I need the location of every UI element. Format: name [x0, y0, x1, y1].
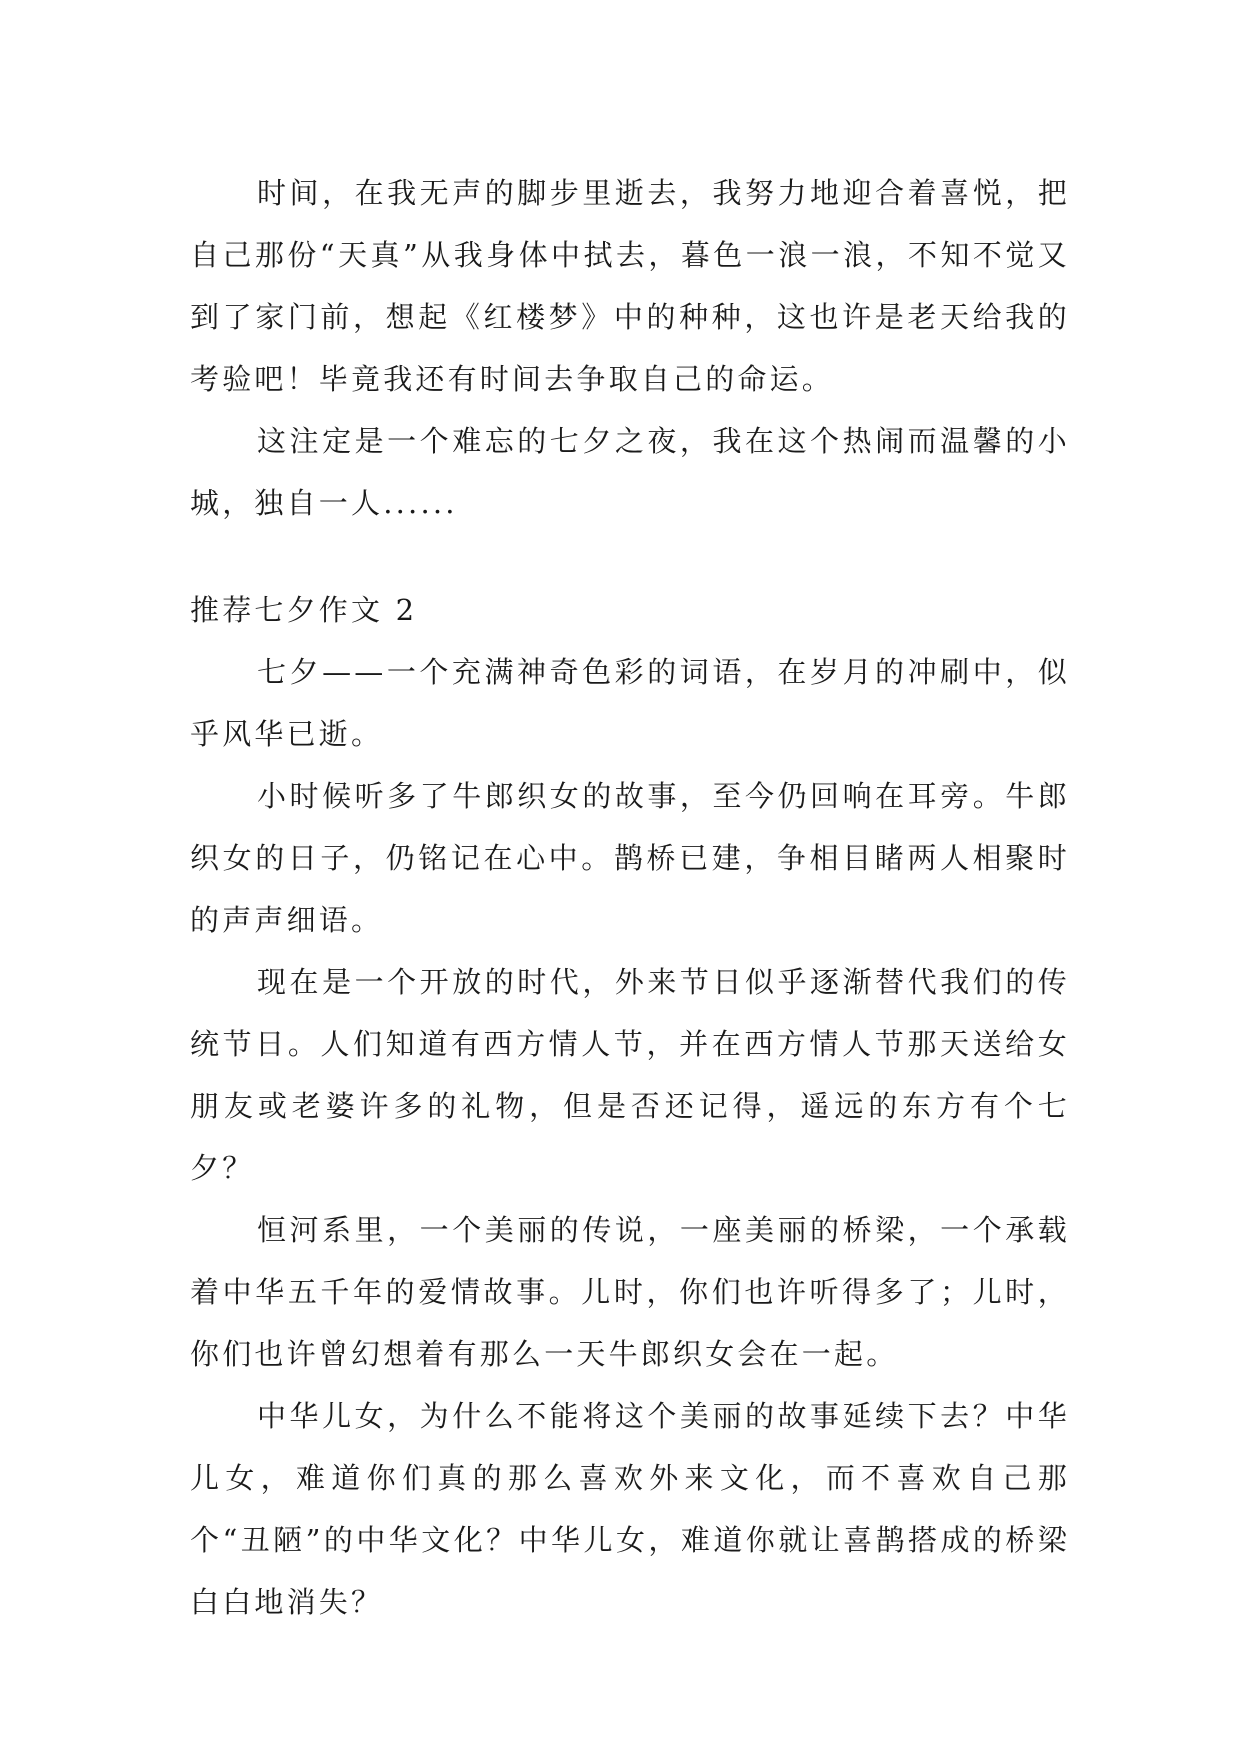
paragraph: 这注定是一个难忘的七夕之夜，我在这个热闹而温馨的小城，独自一人......: [190, 424, 1070, 520]
essay-title: 推荐七夕作文 2: [190, 593, 418, 627]
essay-section-1: [190, 162, 1070, 534]
paragraph: 中华儿女，为什么不能将这个美丽的故事延续下去？中华儿女，难道你们真的那么喜欢外来文化，而不喜欢自己那个“丑陋”的中华文化？中华儿女，难道你就让喜鹊搭成的桥梁白白地消失？: [190, 1399, 1070, 1619]
essay-section-2: [190, 579, 1070, 1633]
paragraph: 恒河系里，一个美丽的传说，一座美丽的桥梁，一个承载着中华五千年的爱情故事。儿时，你们也许听得多了；儿时，你们也许曾幻想着有那么一天牛郎织女会在一起。: [190, 1213, 1070, 1371]
paragraph: 小时候听多了牛郎织女的故事，至今仍回响在耳旁。牛郎织女的日子，仍铭记在心中。鹊桥已建，争相目睹两人相聚时的声声细语。: [190, 779, 1070, 937]
paragraph: 现在是一个开放的时代，外来节日似乎逐渐替代我们的传统节日。人们知道有西方情人节，并在西方情人节那天送给女朋友或老婆许多的礼物，但是否还记得，遥远的东方有个七夕？: [190, 965, 1070, 1185]
document-page: [190, 162, 1070, 1633]
paragraph: 时间，在我无声的脚步里逝去，我努力地迎合着喜悦，把自己那份“天真”从我身体中拭去，暮色一浪一浪，不知不觉又到了家门前，想起《红楼梦》中的种种，这也许是老天给我的考验吧！毕竟我还有时间去争取自己的命运。: [190, 176, 1070, 396]
paragraph: 七夕——一个充满神奇色彩的词语，在岁月的冲刷中，似乎风华已逝。: [190, 655, 1070, 751]
